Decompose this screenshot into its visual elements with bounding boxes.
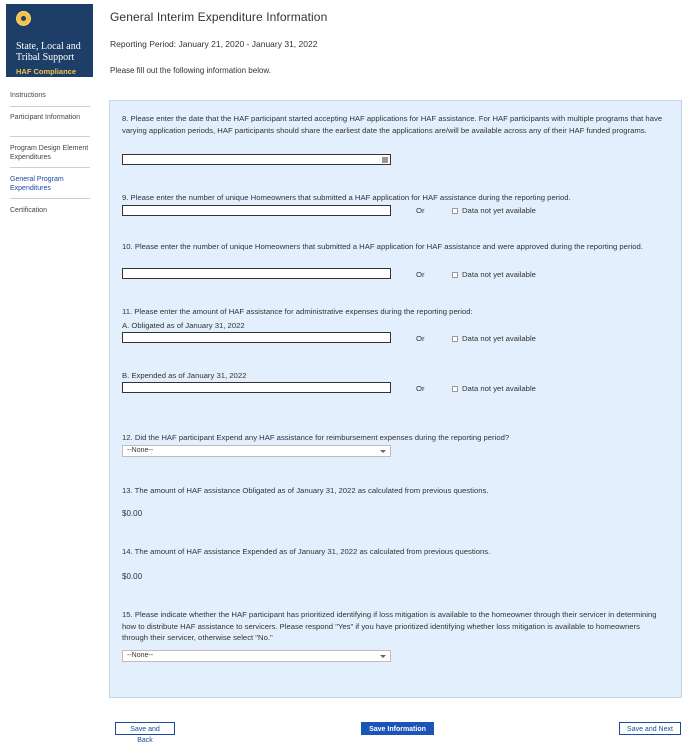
- checkbox[interactable]: [452, 336, 458, 342]
- nav-divider: [10, 167, 90, 168]
- q8-date-input[interactable]: [122, 154, 391, 165]
- q12-select[interactable]: [122, 445, 391, 457]
- q11-b-label: B. Expended as of January 31, 2022: [122, 371, 247, 380]
- or-label: Or: [416, 384, 425, 393]
- reporting-period: Reporting Period: January 21, 2020 - January 31, 2022: [110, 39, 318, 49]
- save-information-button[interactable]: Save Information: [361, 722, 434, 735]
- sidebar-item-certification[interactable]: Certification: [10, 207, 47, 214]
- q11-a-data-not-available[interactable]: [452, 334, 536, 343]
- sidebar-item-general-program-expenditures[interactable]: General Program Expenditures: [10, 176, 64, 192]
- chevron-down-icon: [380, 655, 386, 658]
- or-label: Or: [416, 334, 425, 343]
- brand-line-2: Tribal Support: [16, 52, 75, 63]
- checkbox[interactable]: [452, 386, 458, 392]
- q11-a-obligated-input[interactable]: [122, 332, 391, 343]
- chevron-down-icon: [380, 450, 386, 453]
- q13-amount: $0.00: [122, 509, 143, 518]
- sidebar: [0, 0, 92, 750]
- q12-selected-value: --None--: [127, 447, 154, 454]
- checkbox[interactable]: [452, 208, 458, 214]
- brand-tag: HAF Compliance: [16, 67, 77, 76]
- question-14-text: 14. The amount of HAF assistance Expended as of January 31, 2022 as calculated from previous questions.: [122, 547, 491, 556]
- calendar-icon[interactable]: [382, 157, 388, 163]
- save-and-next-button[interactable]: Save and Next: [619, 722, 681, 735]
- q14-amount: $0.00: [122, 572, 143, 581]
- data-not-available-label: Data not yet available: [462, 270, 536, 279]
- q15-select[interactable]: [122, 650, 391, 662]
- nav-divider: [10, 106, 90, 107]
- question-8-text: 8. Please enter the date that the HAF participant started accepting HAF applications for HAF assistance. For HAF participants with multiple programs that have varying application periods, HAF participants should share the earliest date the applications are/will be available across any of their HAF funded programs.: [122, 114, 663, 135]
- or-label: Or: [416, 270, 425, 279]
- question-12-text: 12. Did the HAF participant Expend any HAF assistance for reimbursement expenses during the reporting period?: [122, 433, 510, 442]
- question-15-text: 15. Please indicate whether the HAF participant has prioritized identifying if loss mitigation is available to the homeowner through their servicer in determining how to distribute HAF assistance to servicers. Please respond "Yes" if you have prioritized identifying whether loss mitigation is available to homeowners through their servicer, otherwise select "No.": [122, 610, 657, 642]
- data-not-available-label: Data not yet available: [462, 334, 536, 343]
- q11-b-data-not-available[interactable]: [452, 384, 536, 393]
- q15-selected-value: --None--: [127, 652, 154, 659]
- question-10-text: 10. Please enter the number of unique Homeowners that submitted a HAF application for HAF assistance and were approved during the reporting period.: [122, 242, 643, 251]
- or-label: Or: [416, 206, 425, 215]
- sidebar-item-participant-information[interactable]: Participant Information: [10, 114, 81, 121]
- save-and-back-button[interactable]: Save and Back: [115, 722, 175, 735]
- q11-a-label: A. Obligated as of January 31, 2022: [122, 321, 245, 330]
- question-13-text: 13. The amount of HAF assistance Obligated as of January 31, 2022 as calculated from previous questions.: [122, 486, 489, 495]
- checkbox[interactable]: [452, 272, 458, 278]
- nav-divider: [10, 136, 90, 137]
- brand-line-1: State, Local and: [16, 41, 81, 52]
- data-not-available-label: Data not yet available: [462, 384, 536, 393]
- q10-data-not-available[interactable]: [452, 270, 536, 279]
- brand-banner: [6, 4, 93, 77]
- q9-number-input[interactable]: [122, 205, 391, 216]
- nav-divider: [10, 198, 90, 199]
- q9-data-not-available[interactable]: [452, 206, 536, 215]
- question-9-text: 9. Please enter the number of unique Homeowners that submitted a HAF application for HAF assistance during the reporting period.: [122, 193, 571, 202]
- q11-b-expended-input[interactable]: [122, 382, 391, 393]
- data-not-available-label: Data not yet available: [462, 206, 536, 215]
- treasury-seal-icon: [16, 11, 31, 26]
- form-instructions: Please fill out the following information below.: [110, 66, 271, 75]
- page-title: General Interim Expenditure Information: [110, 10, 328, 24]
- question-11-text: 11. Please enter the amount of HAF assistance for administrative expenses during the reporting period:: [122, 307, 473, 316]
- q10-number-input[interactable]: [122, 268, 391, 279]
- sidebar-item-instructions[interactable]: Instructions: [10, 92, 46, 99]
- sidebar-item-program-design[interactable]: Program Design Element Expenditures: [10, 145, 89, 161]
